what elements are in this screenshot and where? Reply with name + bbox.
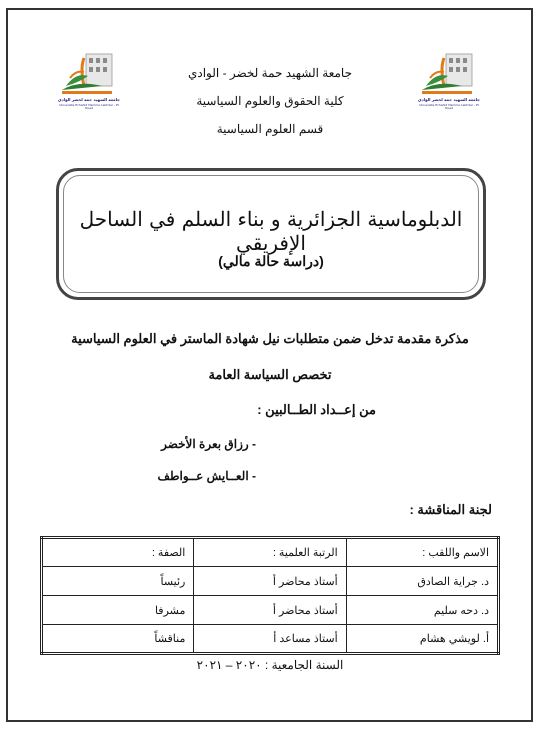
university-logo-icon [418,48,480,98]
table-header-row [42,538,499,567]
column-header: الاسم واللقب : [346,538,498,567]
specialty: تخصص السياسة العامة [208,367,332,382]
university-name: جامعة الشهيد حمة لخضر - الوادي [187,66,352,80]
column-header: الرتبة العلمية : [194,538,346,567]
table-row [42,625,499,654]
logo-caption-en: Université Echahid Hamma Lakhdar - El Oued [59,103,119,110]
logo-caption-ar: جامعة الشهيد حمة لخضر الوادي [58,97,120,102]
member-rank: أستاذ محاضر أ [194,596,346,625]
university-logo-icon [58,48,120,98]
table-row [42,596,499,625]
member-rank: أستاذ مساعد أ [194,625,346,654]
university-logo-right [418,48,480,108]
student-name: - العــايش عــواطف [157,469,256,483]
thesis-subtitle: (دراسة حالة مالي) [218,253,324,269]
member-name: د. جراية الصادق [346,567,498,596]
committee-label: لجنة المناقشة : [409,502,492,517]
table-row [42,567,499,596]
department-name: قسم العلوم السياسية [216,122,324,136]
logo-caption-en: Université Echahid Hamma Lakhdar - El Oued [419,103,479,110]
member-role: مشرفا [42,596,194,625]
title-frame [56,168,486,300]
academic-year: السنة الجامعية : ٢٠٢٠ – ٢٠٢١ [196,658,344,672]
university-logo-left [58,48,120,108]
memo-statement: مذكرة مقدمة تدخل ضمن متطلبات نيل شهادة الماستر في العلوم السياسية [71,331,469,346]
faculty-name: كلية الحقوق والعلوم السياسية [196,94,344,108]
thesis-title: الدبلوماسية الجزائرية و بناء السلم في الساحل الإفريقي [79,207,463,255]
member-rank: أستاذ محاضر أ [194,567,346,596]
member-name: د. دحه سليم [346,596,498,625]
column-header: الصفة : [42,538,194,567]
logo-caption-ar: جامعة الشهيد حمة لخضر الوادي [418,97,480,102]
jury-table [40,536,500,655]
prepared-by-label: من إعــداد الطــالبين : [257,402,376,417]
student-name: - رزاق بعرة الأخضر [161,437,256,451]
member-name: أ. لويشي هشام [346,625,498,654]
member-role: رئيساً [42,567,194,596]
member-role: مناقشاً [42,625,194,654]
